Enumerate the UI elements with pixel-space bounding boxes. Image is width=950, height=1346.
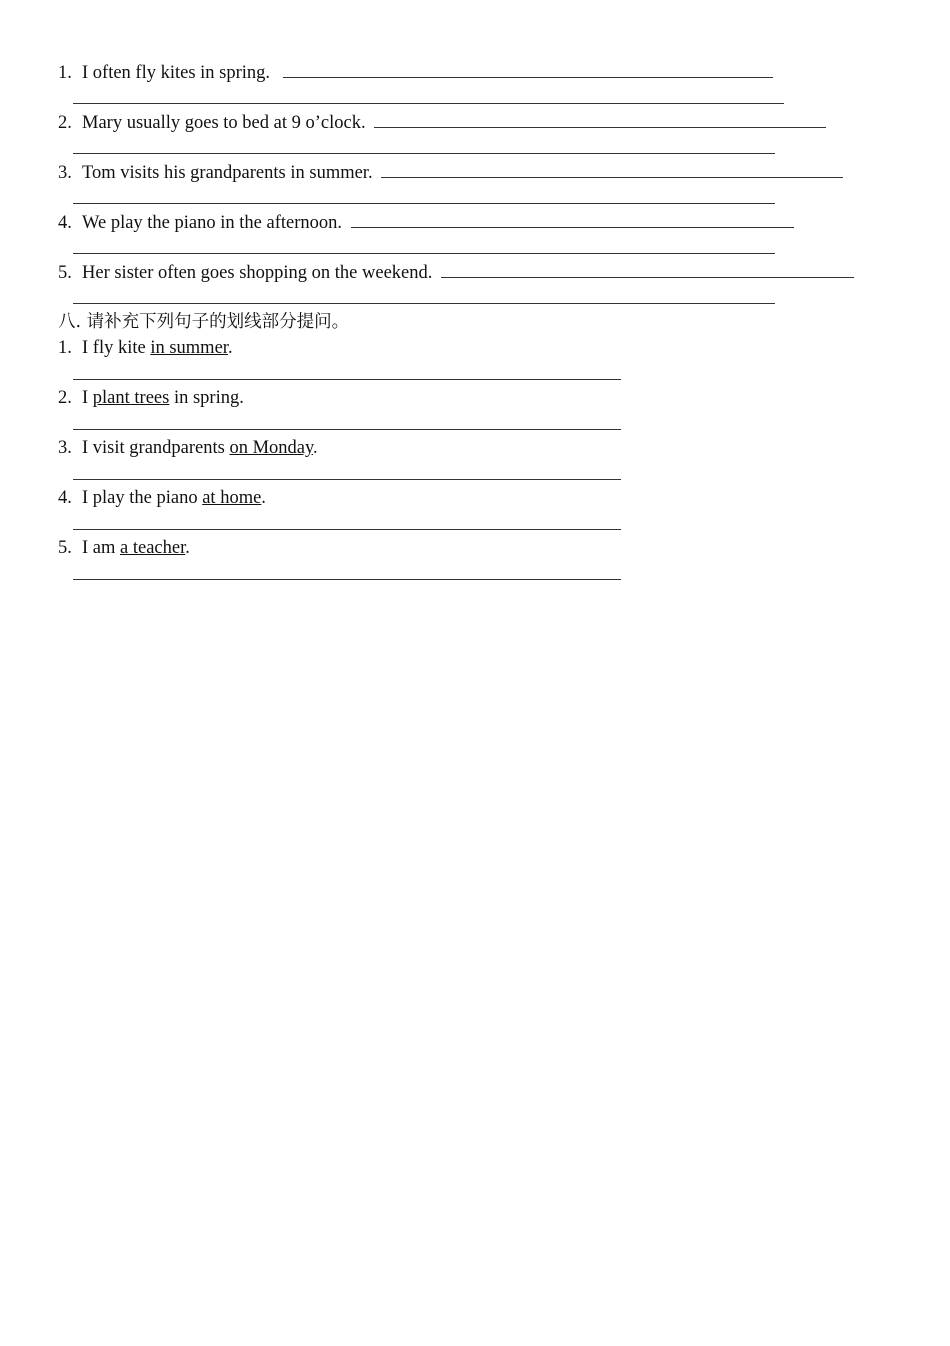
answer-line[interactable] (73, 103, 784, 104)
item-number: 1. (58, 338, 72, 358)
item-number: 4. (58, 488, 72, 508)
answer-line[interactable] (73, 203, 775, 204)
answer-line[interactable] (73, 303, 775, 304)
sentence-post: . (313, 438, 318, 458)
sentence-post: . (185, 538, 190, 558)
sentence-pre: I visit grandparents (82, 438, 230, 458)
answer-line[interactable] (73, 153, 775, 154)
sentence-pre: I (82, 388, 93, 408)
answer-line[interactable] (73, 379, 621, 380)
sentence-post: in spring. (169, 388, 244, 408)
answer-blank[interactable] (374, 111, 826, 128)
sentence-pre: I fly kite (82, 338, 151, 358)
answer-line[interactable] (73, 529, 621, 530)
item-number: 1. (58, 63, 72, 83)
section-heading: 八. 请补充下列句子的划线部分提问。 (58, 312, 350, 332)
exercise-item-b4 (58, 487, 266, 509)
answer-blank[interactable] (283, 61, 773, 78)
exercise-item-a5 (58, 261, 854, 284)
underlined-phrase: plant trees (92, 388, 170, 408)
item-number: 3. (58, 163, 72, 183)
sentence-text: Tom visits his grandparents in summer. (82, 163, 373, 183)
underlined-phrase: on Monday (229, 438, 314, 458)
sentence-text: Mary usually goes to bed at 9 o’clock. (82, 113, 366, 133)
exercise-item-b5 (58, 537, 190, 559)
exercise-item-a2 (58, 111, 826, 134)
sentence-pre: I play the piano (82, 488, 203, 508)
exercise-item-a3 (58, 161, 843, 184)
item-number: 2. (58, 113, 72, 133)
exercise-item-b1 (58, 337, 233, 359)
underlined-phrase: in summer (150, 338, 228, 358)
sentence-text: We play the piano in the afternoon. (82, 213, 342, 233)
answer-blank[interactable] (441, 261, 854, 278)
exercise-item-a1 (58, 61, 773, 84)
underlined-phrase: a teacher (120, 538, 186, 558)
exercise-item-b3 (58, 437, 318, 459)
sentence-post: . (227, 338, 233, 358)
exercise-item-b2 (58, 387, 244, 409)
underlined-phrase: at home (202, 488, 262, 508)
sentence-pre: I am (82, 538, 121, 558)
answer-line[interactable] (73, 253, 775, 254)
item-number: 3. (58, 438, 72, 458)
item-number: 5. (58, 538, 72, 558)
answer-line[interactable] (73, 579, 621, 580)
item-number: 4. (58, 213, 72, 233)
answer-line[interactable] (73, 429, 621, 430)
item-number: 2. (58, 388, 72, 408)
answer-blank[interactable] (351, 211, 794, 228)
sentence-text: Her sister often goes shopping on the weekend. (82, 263, 433, 283)
sentence-text: I often fly kites in spring. (82, 63, 271, 83)
sentence-post: . (261, 488, 266, 508)
answer-line[interactable] (73, 479, 621, 480)
exercise-item-a4 (58, 211, 794, 234)
answer-blank[interactable] (381, 161, 843, 178)
item-number: 5. (58, 263, 72, 283)
